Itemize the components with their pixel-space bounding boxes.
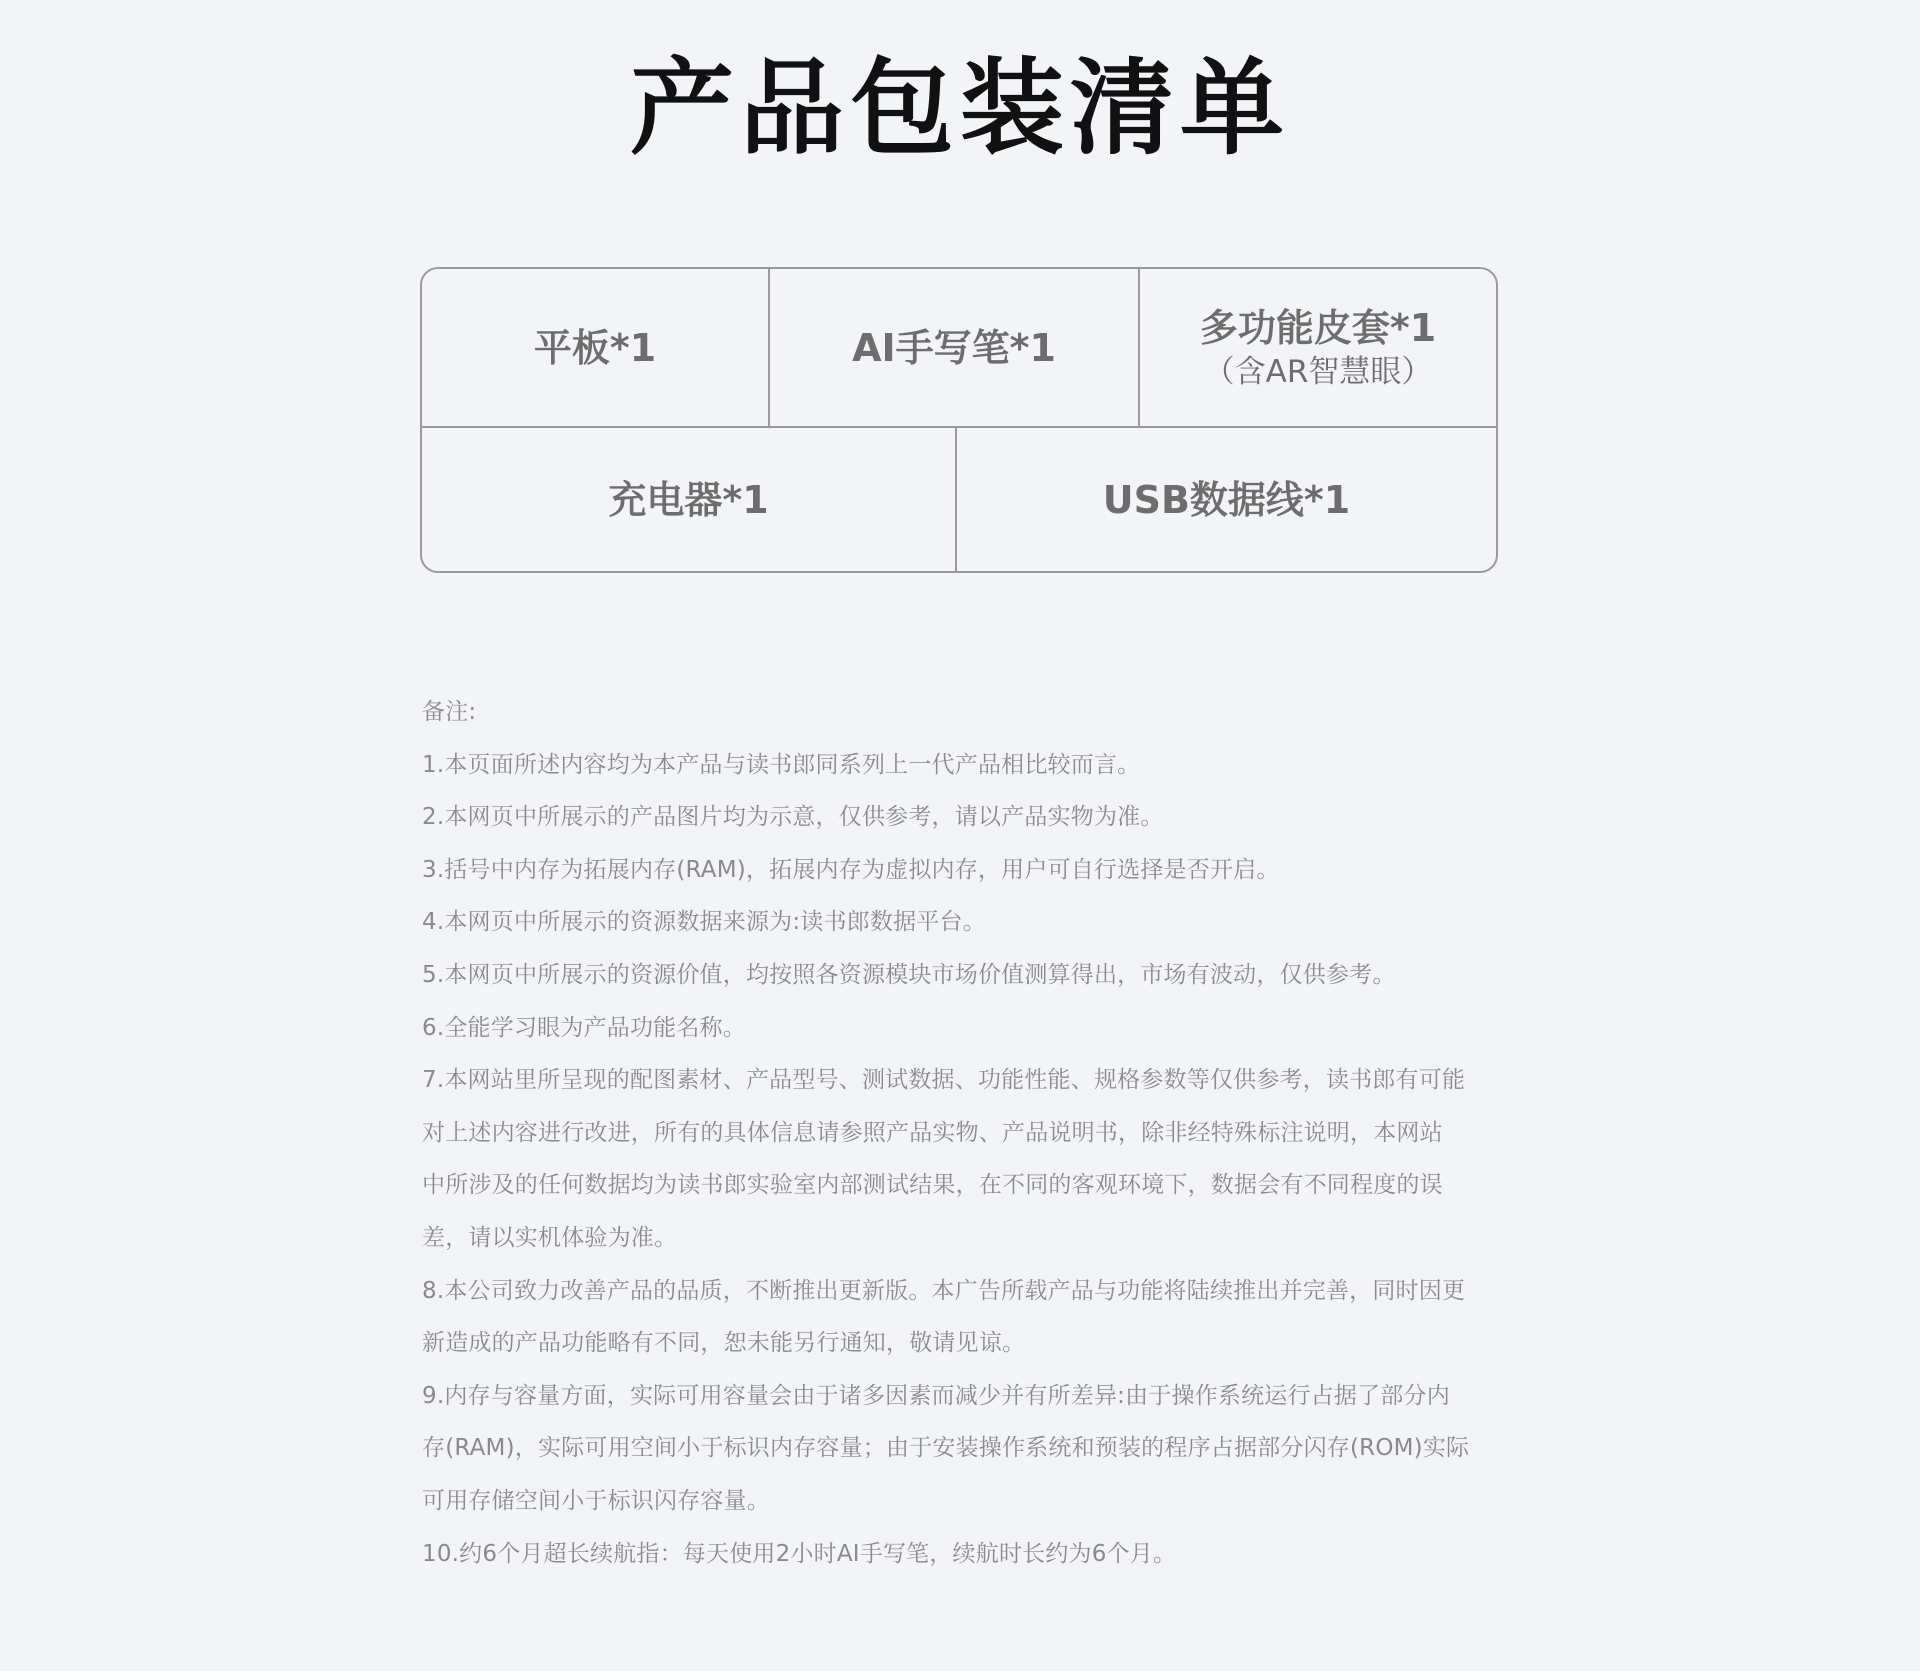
package-item-usb-cable [957,426,1496,573]
note-line: 3.括号中内存为拓展内存(RAM)，拓展内存为虚拟内存，用户可自行选择是否开启。 [422,856,1280,883]
package-item-label: 多功能皮套*1 [1199,305,1437,350]
package-item-label: USB数据线*1 [1102,477,1351,522]
package-item-label: 平板*1 [533,325,657,370]
notes-section [422,686,1502,1580]
page-title: 产品包装清单 [629,47,1290,169]
note-line: 5.本网页中所展示的资源价值，均按照各资源模块市场价值测算得出，市场有波动，仅供参考。 [422,961,1396,988]
note-line: 6.全能学习眼为产品功能名称。 [422,1014,746,1041]
package-item-label: 充电器*1 [608,477,769,522]
package-item-case [1140,269,1496,426]
note-line: 可用存储空间小于标识闪存容量。 [422,1487,770,1514]
note-line: 7.本网站里所呈现的配图素材、产品型号、测试数据、功能性能、规格参数等仅供参考，读书郎有可能 [422,1067,1466,1094]
package-item-charger [422,426,957,573]
note-line: 8.本公司致力改善产品的品质，不断推出更新版。本广告所载产品与功能将陆续推出并完善，同时因更 [422,1277,1466,1304]
note-line: 中所涉及的任何数据均为读书郎实验室内部测试结果，在不同的客观环境下，数据会有不同程度的误 [422,1172,1443,1199]
note-line: 9.内存与容量方面，实际可用容量会由于诸多因素而减少并有所差异:由于操作系统运行占据了部分内 [422,1382,1450,1409]
note-line: 4.本网页中所展示的资源数据来源为:读书郎数据平台。 [422,909,986,936]
package-item-tablet [422,269,770,426]
note-line: 1.本页面所述内容均为本产品与读书郎同系列上一代产品相比较而言。 [422,751,1141,778]
package-item-ai-pen [770,269,1140,426]
note-line: 差，请以实机体验为准。 [422,1224,678,1251]
note-line: 10.约6个月超长续航指：每天使用2小时AI手写笔，续航时长约为6个月。 [422,1540,1177,1567]
note-line: 新造成的产品功能略有不同，恕未能另行通知，敬请见谅。 [422,1330,1026,1357]
package-row-1 [422,269,1496,428]
notes-heading: 备注: [422,699,477,725]
package-row-2 [422,426,1496,573]
note-line: 存(RAM)，实际可用空间小于标识内存容量；由于安装操作系统和预装的程序占据部分闪存(ROM)实际 [422,1435,1470,1462]
note-line: 对上述内容进行改进，所有的具体信息请参照产品实物、产品说明书，除非经特殊标注说明，本网站 [422,1119,1443,1146]
package-item-note: （含AR智慧眼） [1203,353,1433,390]
package-list-table [420,267,1498,573]
package-item-label: AI手写笔*1 [852,325,1056,370]
note-line: 2.本网页中所展示的产品图片均为示意，仅供参考，请以产品实物为准。 [422,804,1164,831]
